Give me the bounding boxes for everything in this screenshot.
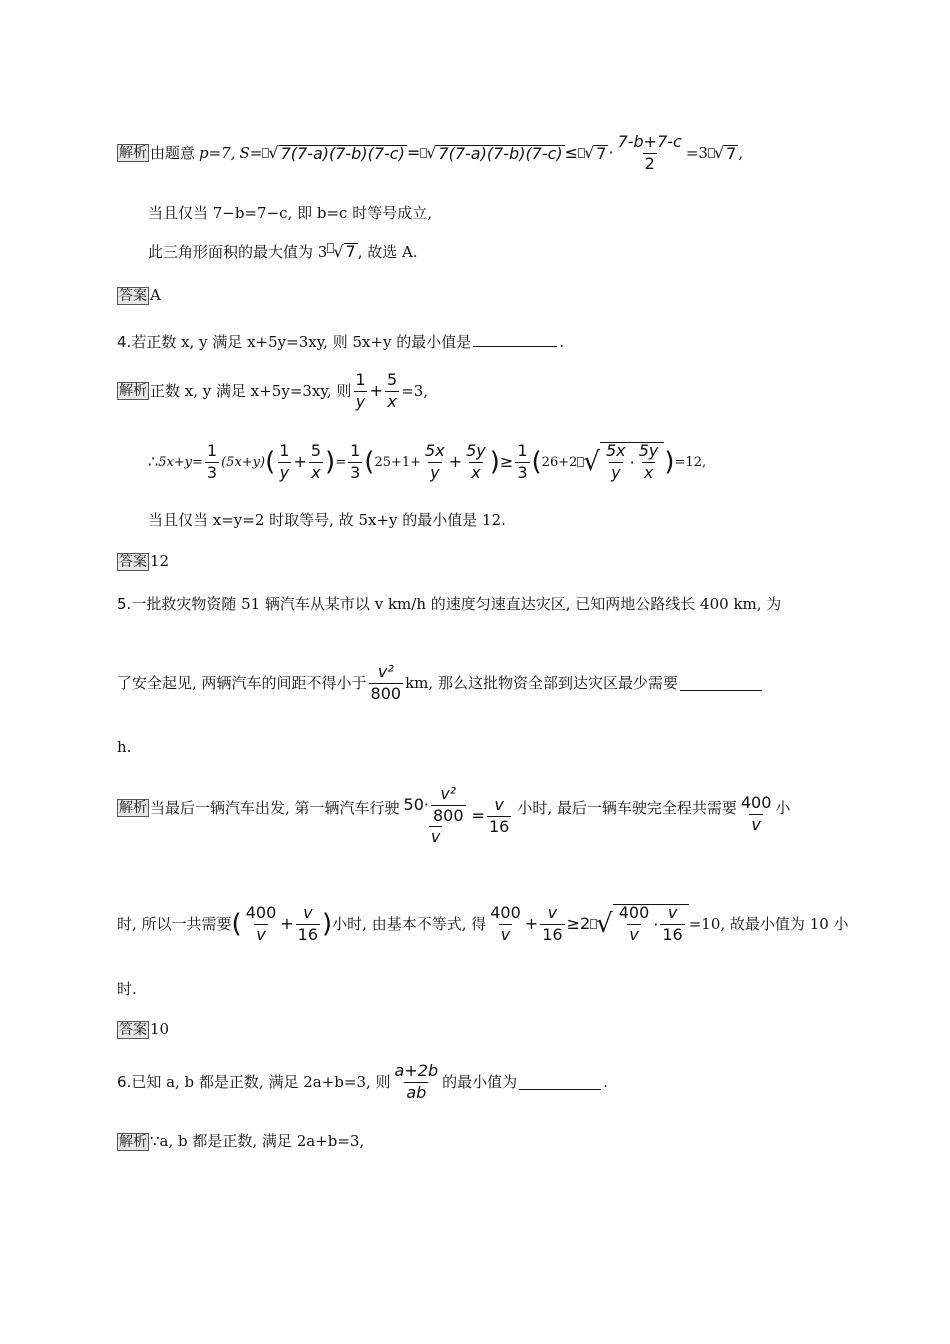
answer-5 xyxy=(117,1021,169,1039)
solution-4-line1: 解析 正数 x, y 满足 x+5y=3xy, 则 1 y + $\frac{5}{x}$ =3, xyxy=(119,369,429,411)
fraction: $\frac{v}{16}$ xyxy=(297,902,319,944)
text: 由题意 xyxy=(150,143,196,162)
formula: p=7, xyxy=(199,143,236,162)
solution-4-line2: ∴ 5x+y= $\frac{1}{3}$ (5x+y) ( 1 y + $\frac{5}{x}$ ) = $\frac{1}{3}$ ( 25+1+ $\frac{5x}{y}$ + $\frac{5y}{x}$ ) ≥ $\frac{1}{3}$ ( 26+2 √ 5x y · 5y x ) =12, xyxy=(148,440,707,482)
question-5-line2: 了安全起见, 两辆汽车的间距不得小于 v² 800 km, 那么这批物资全部到达灾区最少需要 xyxy=(117,658,762,708)
analysis-tag: 解析 xyxy=(119,145,147,161)
solution-4-line3: 当且仅当 x=y=2 时取等号, 故 5x+y 的最小值是 12. xyxy=(148,511,506,529)
fraction: $\frac{v}{16}$ xyxy=(542,902,563,944)
fraction: $\frac{5x}{y}$ xyxy=(425,440,445,482)
fraction: $\frac{5}{x}$ xyxy=(387,369,398,411)
answer-tag: 答案 xyxy=(119,288,147,304)
question-5-line3: h. xyxy=(117,738,132,756)
radical: 7 xyxy=(726,143,737,163)
fraction: 5y x xyxy=(638,441,659,482)
le: ≤ xyxy=(564,143,579,162)
radical: 7 xyxy=(596,143,607,163)
solution-3-line1: 解析 由题意 p=7, S= √ 7(7-a)(7-b)(7-c) = √ 7(7-a)(7-b)(7-c) ≤ √ 7 · $\frac{7-b+7-c}{2}$ =3 √ 7 , xyxy=(119,131,744,173)
fraction: 400 v xyxy=(740,793,772,834)
equals: = xyxy=(406,143,421,162)
fraction: 1 y xyxy=(279,440,290,482)
fraction: $\frac{1}{3}$ xyxy=(350,440,361,482)
fraction: 1 y xyxy=(355,369,366,411)
solution-3-line3: 此三角形面积的最大值为 3 √ 7 , 故选 A. xyxy=(148,242,418,261)
dot: · xyxy=(608,143,614,162)
fraction: v 16 xyxy=(662,903,683,944)
answer-3 xyxy=(117,287,161,305)
radical: 7(7-a)(7-b)(7-c) xyxy=(280,143,405,163)
fraction: 400 v xyxy=(490,902,521,944)
question-5-line1: 5.一批救灾物资随 51 辆汽车从某市以 v km/h 的速度匀速直达灾区, 已知两地公路线长 400 km, 为 xyxy=(117,595,782,613)
solution-5-line2: 时, 所以一共需要 ( 400 v + $\frac{v}{16}$ ) 小时, 由基本不等式, 得 400 v + $\frac{v}{16}$ ≥2 √ 400 v · v 16 =10, 故最小值为 10 小 xyxy=(117,902,849,944)
fraction: v² 800 xyxy=(370,661,402,703)
fraction: $\frac{v}{16}$ xyxy=(488,794,510,836)
fraction: $\frac{7-b+7-c}{2}$ xyxy=(617,131,682,173)
fraction: 50· v² 800 v xyxy=(403,783,464,847)
analysis-tag: 解析 xyxy=(119,800,147,816)
fraction: 5x y xyxy=(605,441,626,482)
answer-blank xyxy=(680,676,762,691)
answer-blank xyxy=(519,1075,601,1090)
analysis-tag: 解析 xyxy=(119,1134,147,1150)
formula: S= xyxy=(239,143,263,162)
solution-5-line3: 时. xyxy=(117,980,137,998)
solution-6-line1: 解析 ∵a, b 都是正数, 满足 2a+b=3, xyxy=(119,1132,365,1150)
answer-4 xyxy=(117,553,169,571)
answer-blank xyxy=(473,332,557,347)
answer-value: A xyxy=(150,286,161,304)
fraction: $\frac{1}{3}$ xyxy=(206,440,218,482)
answer-tag: 答案 xyxy=(119,554,147,570)
question-6: 6. 已知 a, b 都是正数, 满足 2a+b=3, 则 a+2b ab 的最小值为 . xyxy=(117,1060,608,1102)
answer-value: 10 xyxy=(150,1020,170,1038)
fraction: $\frac{5}{x}$ xyxy=(310,440,322,482)
analysis-tag: 解析 xyxy=(119,383,147,399)
fraction: a+2b ab xyxy=(394,1060,439,1102)
fraction: 400 v xyxy=(618,903,650,944)
fraction: 400 v xyxy=(245,902,277,944)
radical: 7(7-a)(7-b)(7-c) xyxy=(438,143,563,163)
question-4: 4.若正数 x, y 满足 x+5y=3xy, 则 5x+y 的最小值是 . xyxy=(117,333,565,351)
solution-3-line2: 当且仅当 7−b=7−c, 即 b=c 时等号成立, xyxy=(148,204,432,222)
result: =3 xyxy=(685,143,708,162)
fraction: $\frac{1}{3}$ xyxy=(517,440,528,482)
solution-5-line1: 解析 当最后一辆汽车出发, 第一辆汽车行驶 50· v² 800 v = $\frac{v}{16}$ 小时, 最后一辆车驶完全程共需要 400 v 小 xyxy=(119,783,791,847)
fraction: $\frac{5y}{x}$ xyxy=(466,440,486,482)
answer-tag: 答案 xyxy=(119,1022,147,1038)
answer-value: 12 xyxy=(150,552,170,570)
